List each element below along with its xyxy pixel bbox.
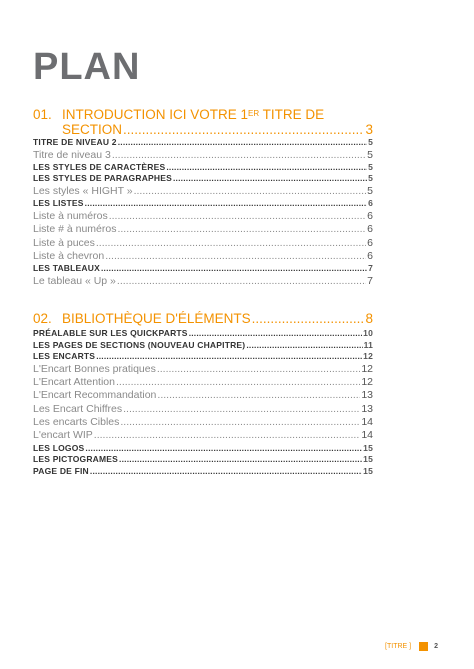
toc-entry[interactable] <box>33 351 373 363</box>
toc-entry[interactable] <box>33 198 373 210</box>
toc-entry[interactable] <box>33 376 373 389</box>
dot-leader <box>118 138 367 149</box>
section-title-line2: SECTION <box>62 122 123 137</box>
toc-entry-label: PRÉALABLE SUR LES QUICKPARTS <box>33 328 188 338</box>
toc-entry[interactable] <box>33 223 373 236</box>
toc-entry-page: 7 <box>368 263 373 274</box>
toc-entry-page: 6 <box>367 236 373 249</box>
toc-entry-label: L'Encart Bonnes pratiques <box>33 362 156 375</box>
dot-leader <box>119 455 362 466</box>
dot-leader <box>105 250 366 263</box>
toc-entry-label: Liste à puces <box>33 236 95 249</box>
toc-entries <box>33 137 373 288</box>
toc-entry-label: Liste # à numéros <box>33 223 117 236</box>
section-number: 02. <box>33 311 52 326</box>
toc-entry[interactable] <box>33 173 373 185</box>
section-title-line1: INTRODUCTION ICI VOTRE 1ER TITRE DE <box>62 107 325 122</box>
dot-leader <box>116 376 360 389</box>
toc-entry[interactable] <box>33 328 373 340</box>
toc-entry-label: Les Encart Chiffres <box>33 402 123 415</box>
toc-entry-label: PAGE DE FIN <box>33 465 89 476</box>
toc-entry-label: L'encart WIP <box>33 429 93 442</box>
dot-leader <box>173 174 367 185</box>
toc-entry-label: L'Encart Recommandation <box>33 389 157 402</box>
toc-heading-2[interactable] <box>33 311 373 326</box>
footer-square-icon <box>419 642 428 651</box>
dot-leader <box>117 224 366 237</box>
toc-entry-label: LES LOGOS <box>33 442 85 453</box>
dot-leader <box>189 329 362 340</box>
toc-entry-page: 6 <box>367 223 373 236</box>
toc-entry[interactable] <box>33 340 373 352</box>
toc-entry-label: Titre de niveau 3 <box>33 148 111 161</box>
toc-entry[interactable] <box>33 363 373 376</box>
toc-entry-page: 15 <box>363 454 373 465</box>
toc-entry[interactable] <box>33 416 373 429</box>
toc-entry-page: 6 <box>367 249 373 262</box>
toc-entry-page: 12 <box>361 362 373 375</box>
toc-entry-label: LES LISTES <box>33 198 84 209</box>
toc-entry-page: 6 <box>367 209 373 222</box>
dot-leader <box>101 264 367 275</box>
toc-entry-page: 15 <box>363 442 373 453</box>
toc-entry[interactable] <box>33 237 373 250</box>
toc-entry-label: Les styles « HIGHT » <box>33 185 133 198</box>
toc-entry[interactable] <box>33 454 373 466</box>
toc-entry-page: 5 <box>368 161 373 172</box>
dot-leader <box>90 466 362 477</box>
section-page: 3 <box>365 122 373 137</box>
section-number: 01. <box>33 107 52 122</box>
toc-entry-page: 11 <box>363 339 373 350</box>
toc-entry[interactable] <box>33 250 373 263</box>
toc-entry-label: Le tableau « Up » <box>33 274 116 287</box>
dot-leader <box>123 403 360 416</box>
toc-entry[interactable] <box>33 263 373 275</box>
toc-entry-page: 13 <box>361 389 373 402</box>
dot-leader <box>117 275 366 288</box>
toc-entry-label: Les encarts Cibles <box>33 415 120 428</box>
toc-entry-label: LES PAGES DE SECTIONS (NOUVEAU CHAPITRE) <box>33 339 246 350</box>
dot-leader <box>166 162 367 173</box>
toc-entry-page: 10 <box>363 328 373 338</box>
dot-leader <box>120 416 360 429</box>
dot-leader <box>252 311 365 326</box>
toc-entry[interactable] <box>33 210 373 223</box>
toc-entry[interactable] <box>33 403 373 416</box>
toc-entry-label: Liste à chevron <box>33 249 105 262</box>
toc-entry[interactable] <box>33 185 373 198</box>
toc-entry-label: TITRE DE NIVEAU 2 <box>33 137 117 147</box>
toc-entry-page: 5 <box>367 185 373 198</box>
toc-entry-label: LES STYLES DE CARACTÈRES <box>33 161 166 172</box>
footer-label: [TITRE ] <box>385 643 412 650</box>
dot-leader <box>94 430 361 443</box>
dot-leader <box>96 352 362 363</box>
toc-entry[interactable] <box>33 149 373 162</box>
toc-entry[interactable] <box>33 275 373 288</box>
dot-leader <box>96 237 366 250</box>
toc-entry-page: 14 <box>361 429 373 442</box>
dot-leader <box>157 363 360 376</box>
toc-entry-page: 6 <box>368 198 373 209</box>
toc-entry[interactable] <box>33 162 373 174</box>
dot-leader <box>157 390 360 403</box>
toc-entry-label: Liste à numéros <box>33 209 108 222</box>
section-page: 8 <box>365 311 373 326</box>
toc-entry-page: 5 <box>367 148 373 161</box>
toc-heading-1[interactable] <box>33 107 373 137</box>
toc-entry-page: 13 <box>361 402 373 415</box>
toc-entry-label: LES ENCARTS <box>33 351 96 362</box>
toc-entry[interactable] <box>33 429 373 442</box>
toc-entry-page: 5 <box>368 173 373 184</box>
toc-entries <box>33 328 373 477</box>
toc-entry-page: 12 <box>363 351 373 362</box>
toc-section-1 <box>33 107 373 288</box>
toc-entry-page: 7 <box>367 274 373 287</box>
toc-entry-page: 5 <box>368 137 373 147</box>
dot-leader <box>85 443 362 454</box>
toc-entry-page: 12 <box>361 376 373 389</box>
toc-entry[interactable] <box>33 137 373 149</box>
toc-entry-label: L'Encart Attention <box>33 376 115 389</box>
dot-leader <box>134 185 367 198</box>
toc-entry[interactable] <box>33 466 373 478</box>
footer-page-number: 2 <box>434 643 438 650</box>
dot-leader <box>112 149 366 162</box>
dot-leader <box>246 340 362 351</box>
dot-leader <box>85 199 367 210</box>
toc-entry-page: 14 <box>361 415 373 428</box>
dot-leader <box>109 210 366 223</box>
section-title: BIBLIOTHÈQUE D'ÉLÉMENTS <box>62 311 251 326</box>
toc-entry-label: LES PICTOGRAMES <box>33 454 119 465</box>
toc-entry[interactable] <box>33 443 373 455</box>
dot-leader <box>123 122 364 137</box>
page-footer <box>385 642 438 651</box>
page-title: PLAN <box>33 46 141 88</box>
toc-entry[interactable] <box>33 389 373 402</box>
toc-entry-label: LES TABLEAUX <box>33 263 100 274</box>
toc-entry-label: LES STYLES DE PARAGRAPHES <box>33 173 172 184</box>
toc-section-2 <box>33 311 373 477</box>
toc-entry-page: 15 <box>363 465 373 476</box>
